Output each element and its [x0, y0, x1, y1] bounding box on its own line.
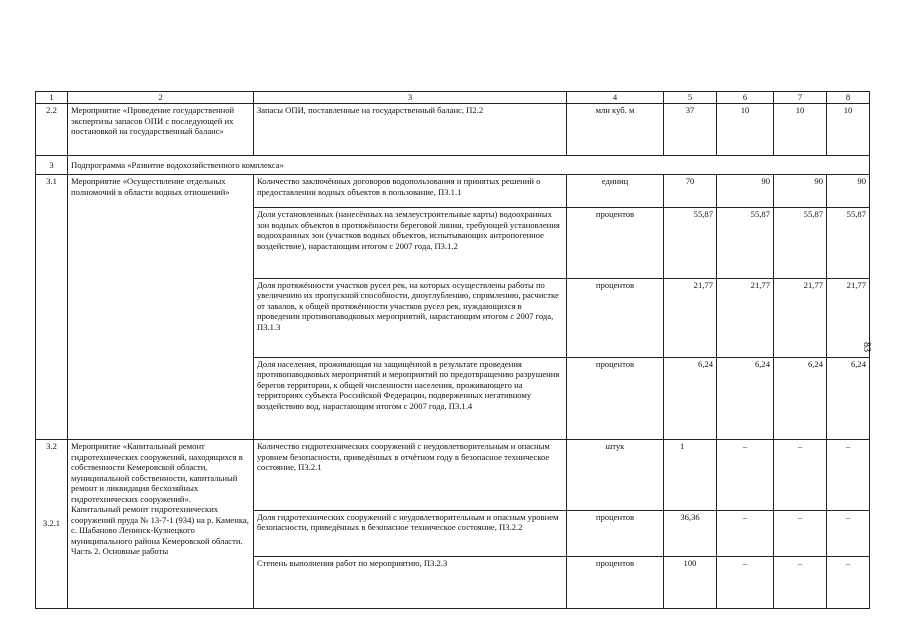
value-cell: 100 [664, 556, 717, 608]
header-cell: 7 [774, 92, 827, 104]
value-cell: 10 [717, 104, 774, 156]
row-number: 2.2 [36, 104, 68, 156]
header-cell: 4 [567, 92, 664, 104]
indicator-cell: Запасы ОПИ, поставленные на государственный баланс, П2.2 [254, 104, 567, 156]
header-cell: 1 [36, 92, 68, 104]
table-row [36, 175, 870, 208]
row-number: 3 [36, 156, 68, 175]
indicator-cell: Степень выполнения работ по мероприятию, П3.2.3 [254, 556, 567, 608]
table-row [36, 104, 870, 156]
indicator-cell: Количество гидротехнических сооружений с неудовлетворительным и опасным уровнем безопасности, приведённых в отчётном году в безопасное техническое состояние, П3.2.1 [254, 440, 567, 510]
unit-cell: процентов [567, 208, 664, 278]
value-cell: 36,36 [664, 510, 717, 556]
row-number-sub: 3.2.1 [42, 517, 61, 528]
value-cell: 21,77 [664, 278, 717, 357]
unit-cell: процентов [567, 357, 664, 439]
value-cell: 55,87 [774, 208, 827, 278]
unit-cell: штук [567, 440, 664, 510]
row-number: 3.1 [36, 175, 68, 440]
indicator-cell: Доля гидротехнических сооружений с неудовлетворительным и опасным уровнем безопасности, приведённых в безопасное техническое состояние, П3.2.2 [254, 510, 567, 556]
value-cell: – [717, 556, 774, 608]
table-header-row [36, 92, 870, 104]
value-cell: – [774, 556, 827, 608]
value-cell: 10 [827, 104, 870, 156]
event-sub-text: Капитальный ремонт гидротехнических сооружений пруда № 13-7-1 (934) на р. Каменка, с. Шабаново Ленинск-Кузнецкого муниципального района Кемеровской области. Часть 2. Основные работы [71, 504, 249, 557]
value-cell: – [827, 510, 870, 556]
header-cell: 6 [717, 92, 774, 104]
row-number: 3.2 [46, 441, 57, 452]
unit-cell: единиц [567, 175, 664, 208]
event-cell: Мероприятие «Проведение государственной экспертизы запасов ОПИ с последующей их постановкой на государственный баланс» [68, 104, 254, 156]
header-cell: 3 [254, 92, 567, 104]
value-cell: 55,87 [827, 208, 870, 278]
table-row [36, 440, 870, 510]
value-cell: – [827, 440, 870, 510]
value-cell: 55,87 [717, 208, 774, 278]
value-cell: 90 [774, 175, 827, 208]
value-cell: 21,77 [774, 278, 827, 357]
value-cell: – [717, 510, 774, 556]
value-cell: 21,77 [717, 278, 774, 357]
header-cell: 5 [664, 92, 717, 104]
value-cell: 6,24 [717, 357, 774, 439]
indicator-cell: Доля установленных (нанесённых на землеустроительные карты) водоохранных зон водных объектов в протяжённости береговой линии, требующей установления водоохранных зон (участков водных объектов, испытывающих антропогенное воздействие), нарастающим итогом с 2007 года, П3.1.2 [254, 208, 567, 278]
value-cell: 90 [717, 175, 774, 208]
header-cell: 2 [68, 92, 254, 104]
unit-cell: млн куб. м [567, 104, 664, 156]
value-cell: 90 [827, 175, 870, 208]
value-cell: 55,87 [664, 208, 717, 278]
value-cell: 6,24 [827, 357, 870, 439]
value-cell: 6,24 [774, 357, 827, 439]
value-cell: 70 [664, 175, 717, 208]
subprogram-title: Подпрограмма «Развитие водохозяйственного комплекса» [68, 156, 870, 175]
indicator-cell: Количество заключённых договоров водопользования и принятых решений о предоставлении водных объектов в пользование, П3.1.1 [254, 175, 567, 208]
row-number-cell [36, 440, 68, 609]
value-cell: – [774, 440, 827, 510]
value-cell: – [717, 440, 774, 510]
page-number: 83 [861, 342, 872, 352]
event-text: Мероприятие «Капитальный ремонт гидротехнических сооружений, находящихся в собственности Кемеровской области, муниципальной собственности, капитальный ремонт и ликвидация бесхозяйных гидротехнических сооружений». [71, 441, 243, 504]
value-cell: 6,24 [664, 357, 717, 439]
indicator-cell: Доля протяжённости участков русел рек, на которых осуществлены работы по увеличению их пропускной способности, дноуглублению, спрямлению, расчистке от завалов, к общей протяжённости участков русел рек, нуждающихся в проведении противопаводковых мероприятий, нарастающим итогом с 2007 года, П3.1.3 [254, 278, 567, 357]
value-cell: 1 [664, 440, 717, 510]
value-cell: – [827, 556, 870, 608]
indicator-table [35, 91, 870, 609]
unit-cell: процентов [567, 556, 664, 608]
event-cell [68, 440, 254, 609]
unit-cell: процентов [567, 278, 664, 357]
value-cell: 10 [774, 104, 827, 156]
event-cell: Мероприятие «Осуществление отдельных полномочий в области водных отношений» [68, 175, 254, 440]
value-cell: 21,77 [827, 278, 870, 357]
header-cell: 8 [827, 92, 870, 104]
indicator-cell: Доля населения, проживающая на защищённой в результате проведения противопаводковых мероприятий и мероприятий по предотвращению разрушения берегов территории, к общей численности населения, проживающего на территориях субъекта Российской Федерации, подверженных негативному воздействию вод, нарастающим итогом с 2007 года, П3.1.4 [254, 357, 567, 439]
subprogram-row [36, 156, 870, 175]
value-cell: 37 [664, 104, 717, 156]
unit-cell: процентов [567, 510, 664, 556]
value-cell: – [774, 510, 827, 556]
